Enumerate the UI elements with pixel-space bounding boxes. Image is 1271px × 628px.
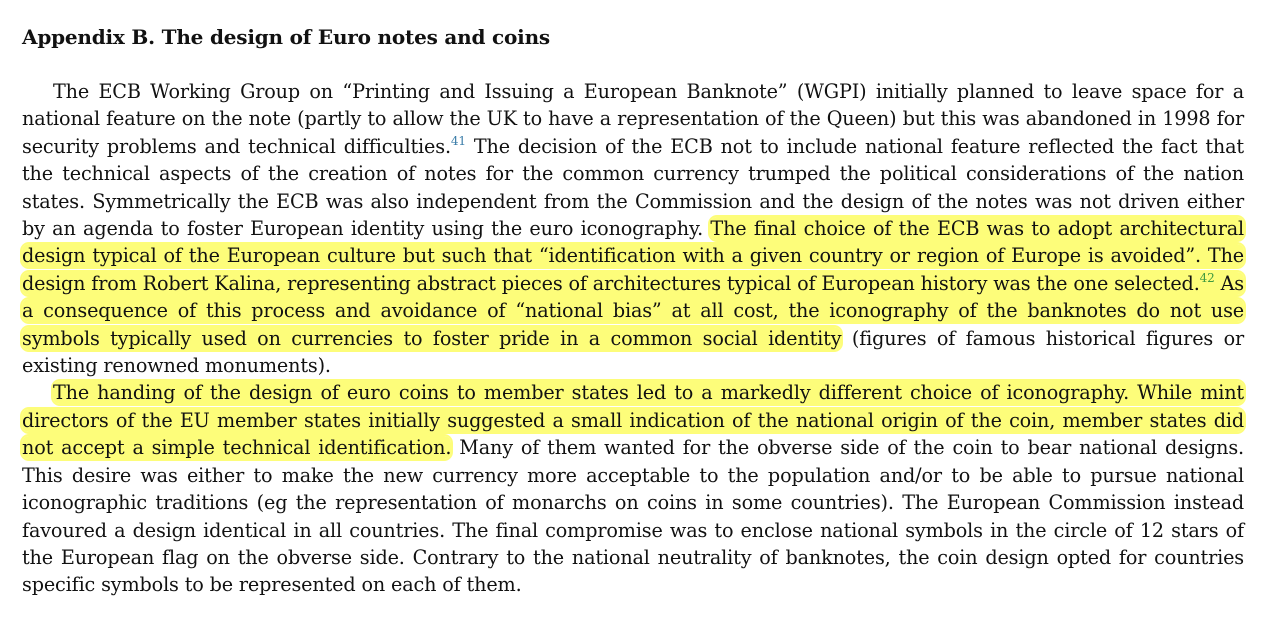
footnote-link-42[interactable]: 42: [1199, 270, 1215, 285]
highlight-text-architecture: The final choice of the ECB was to adopt architectural design typical of the European culture but such that “identification with a given country or region of Europe is avoided”. The design from Robert Kalina, representing abstract pieces of architectures typical of European history was the one selected.: [22, 217, 1245, 295]
paragraph-coins: [22, 379, 1244, 598]
paragraph-text: (figures of famous historical figures or existing renowned monuments).: [22, 326, 1244, 378]
footnote-link-41[interactable]: 41: [450, 133, 466, 148]
paragraph-text: Many of them wanted for the obverse side of the coin to bear national designs. This desire was either to make the new currency more acceptable to the population and/or to be able to pursue national iconographic traditions (eg the representation of monarchs on coins in some countries). The European Commission instead favoured a design identical in all countries. The final compromise was to enclose national symbols in the circle of 12 stars of the European flag on the obverse side. Contrary to the national neutrality of banknotes, the coin design opted for countries specific symbols to be represented on each of them.: [22, 436, 1244, 597]
document-page: [22, 22, 1244, 599]
paragraph-text: The decision of the ECB not to include national feature reflected the fact that the technical aspects of the creation of notes for the common currency trumped the political considerations of the nation states. Symmetrically the ECB was also independent from the Commission and the design of the notes was not driven either by an agenda to foster European identity using the euro iconography.: [22, 134, 1244, 241]
appendix-heading: Appendix B. The design of Euro notes and coins: [22, 25, 550, 49]
paragraph-wgpi: [22, 78, 1244, 379]
paragraph-text: The ECB Working Group on “Printing and Issuing a European Banknote” (WGPI) initially planned to leave space for a national feature on the note (partly to allow the UK to have a representation of the Queen) but this was abandoned in 1998 for security problems and technical difficulties.: [22, 80, 1244, 158]
highlight-text-iconography: As a consequence of this process and avoidance of “national bias” at all cost, the iconography of the banknotes do not use symbols typically used on currencies to foster pride in a common social identity: [22, 271, 1244, 350]
highlight-text-coins: The handing of the design of euro coins to member states led to a markedly different choice of iconography. While mint directors of the EU member states initially suggested a small indication of the national origin of the coin, member states did not accept a simple technical identification.: [22, 381, 1244, 460]
